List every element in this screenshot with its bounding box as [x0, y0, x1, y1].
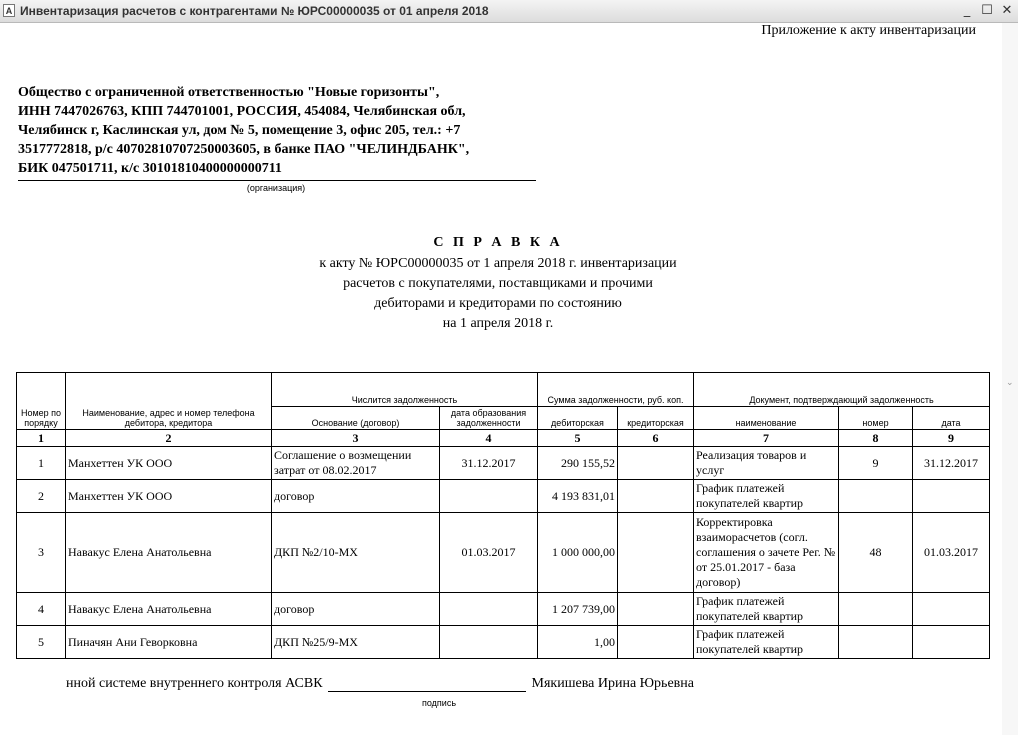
cell-docnum — [839, 593, 913, 626]
cell-date — [440, 480, 538, 513]
cell-credit — [618, 626, 694, 659]
table-row — [17, 513, 990, 593]
cell-debit: 1 207 739,00 — [538, 593, 618, 626]
column-number: 1 — [17, 430, 66, 447]
org-line: БИК 047501711, к/с 30101810400000000711 — [18, 161, 282, 176]
cell-basis: договор — [272, 480, 440, 513]
cell-docnum: 48 — [839, 513, 913, 593]
cell-docname: Корректировка взаиморасчетов (согл. соглашения о зачете Рег. № от 25.01.2017 - база договор) — [694, 513, 839, 593]
subtitle-line: на 1 апреля 2018 г. — [442, 316, 554, 331]
cell-basis: Соглашение о возмещении затрат от 08.02.2017 — [272, 447, 440, 480]
cell-basis: договор — [272, 593, 440, 626]
table-row — [17, 626, 990, 659]
cell-docdate — [913, 626, 990, 659]
close-button[interactable]: ✕ — [1001, 3, 1013, 18]
cell-no: 4 — [17, 593, 66, 626]
cell-name: Манхеттен УК ООО — [66, 447, 272, 480]
cell-docname: Реализация товаров и услуг — [694, 447, 839, 480]
column-number: 7 — [694, 430, 839, 447]
cell-docnum — [839, 480, 913, 513]
cell-debit: 290 155,52 — [538, 447, 618, 480]
cell-no: 5 — [17, 626, 66, 659]
cell-docdate: 31.12.2017 — [913, 447, 990, 480]
cell-docnum — [839, 626, 913, 659]
maximize-button[interactable]: ☐ — [981, 3, 993, 18]
cell-date: 31.12.2017 — [440, 447, 538, 480]
vertical-scrollbar[interactable] — [1002, 23, 1018, 735]
subtitle-line: расчетов с покупателями, поставщиками и прочими — [343, 276, 653, 291]
app-icon: A — [3, 4, 15, 17]
organization-block — [18, 83, 536, 181]
cell-docnum: 9 — [839, 447, 913, 480]
header-date: дата образования задолженности — [440, 407, 538, 430]
cell-date: 01.03.2017 — [440, 513, 538, 593]
cell-docdate — [913, 593, 990, 626]
cell-docdate — [913, 480, 990, 513]
subtitle-line: дебиторами и кредиторами по состоянию — [374, 296, 622, 311]
cell-basis: ДКП №2/10-МХ — [272, 513, 440, 593]
org-line: Общество с ограниченной ответственностью "Новые горизонты", — [18, 85, 440, 100]
table-row — [17, 480, 990, 513]
cell-credit — [618, 480, 694, 513]
org-caption: (организация) — [246, 183, 306, 193]
column-number: 9 — [913, 430, 990, 447]
org-line: ИНН 7447026763, КПП 744701001, РОССИЯ, 454084, Челябинская обл, — [18, 104, 466, 119]
column-number: 4 — [440, 430, 538, 447]
cell-docname: График платежей покупателей квартир — [694, 593, 839, 626]
org-line: Челябинск г, Каслинская ул, дом № 5, помещение 3, офис 205, тел.: +7 — [18, 123, 461, 138]
cell-name: Пиначян Ани Геворковна — [66, 626, 272, 659]
cell-credit — [618, 593, 694, 626]
table-row — [17, 447, 990, 480]
document-area — [0, 23, 1002, 735]
cell-name: Манхеттен УК ООО — [66, 480, 272, 513]
subtitle-line: к акту № ЮРС00000035 от 1 апреля 2018 г. инвентаризации — [319, 256, 677, 271]
table-row — [17, 593, 990, 626]
cell-debit: 1,00 — [538, 626, 618, 659]
header-debt: Числится задолженность — [272, 373, 538, 407]
appendix-note: Приложение к акту инвентаризации — [761, 23, 976, 38]
cell-no: 2 — [17, 480, 66, 513]
signer-position: нной системе внутреннего контроля АСВК — [66, 676, 323, 691]
cell-date — [440, 626, 538, 659]
signer-name: Мякишева Ирина Юрьевна — [531, 676, 694, 691]
header-basis: Основание (договор) — [272, 407, 440, 430]
cell-debit: 4 193 831,01 — [538, 480, 618, 513]
signature-line — [66, 676, 694, 692]
signature-caption: подпись — [421, 698, 457, 708]
document-subtitle — [0, 254, 996, 334]
debt-table — [16, 372, 990, 659]
cell-docname: График платежей покупателей квартир — [694, 626, 839, 659]
window-titlebar — [0, 0, 1018, 23]
minimize-button[interactable]: _ — [963, 3, 971, 18]
scroll-arrow-icon[interactable]: ⌄ — [1006, 378, 1014, 388]
header-credit: кредиторская — [618, 407, 694, 430]
document-title: С П Р А В К А — [433, 235, 563, 250]
cell-name: Навакус Елена Анатольевна — [66, 593, 272, 626]
cell-basis: ДКП №25/9-МХ — [272, 626, 440, 659]
header-name: Наименование, адрес и номер телефона дебитора, кредитора — [66, 373, 272, 430]
cell-no: 3 — [17, 513, 66, 593]
org-line: 3517772818, р/с 40702810707250003605, в банке ПАО "ЧЕЛИНДБАНК", — [18, 142, 470, 157]
header-no: Номер по порядку — [17, 373, 66, 430]
column-number: 6 — [618, 430, 694, 447]
header-sum: Сумма задолженности, руб. коп. — [538, 373, 694, 407]
header-document: Документ, подтверждающий задолженность — [694, 373, 990, 407]
header-docnum: номер — [839, 407, 913, 430]
header-debit: дебиторская — [538, 407, 618, 430]
cell-docname: График платежей покупателей квартир — [694, 480, 839, 513]
signature-field — [328, 677, 526, 692]
cell-debit: 1 000 000,00 — [538, 513, 618, 593]
cell-date — [440, 593, 538, 626]
column-number-row — [17, 430, 990, 447]
column-number: 2 — [66, 430, 272, 447]
cell-no: 1 — [17, 447, 66, 480]
cell-credit — [618, 513, 694, 593]
cell-docdate: 01.03.2017 — [913, 513, 990, 593]
header-docname: наименование — [694, 407, 839, 430]
window-title: Инвентаризация расчетов с контрагентами № ЮРС00000035 от 01 апреля 2018 — [20, 4, 489, 18]
header-docdate: дата — [913, 407, 990, 430]
column-number: 3 — [272, 430, 440, 447]
column-number: 5 — [538, 430, 618, 447]
cell-name: Навакус Елена Анатольевна — [66, 513, 272, 593]
column-number: 8 — [839, 430, 913, 447]
cell-credit — [618, 447, 694, 480]
